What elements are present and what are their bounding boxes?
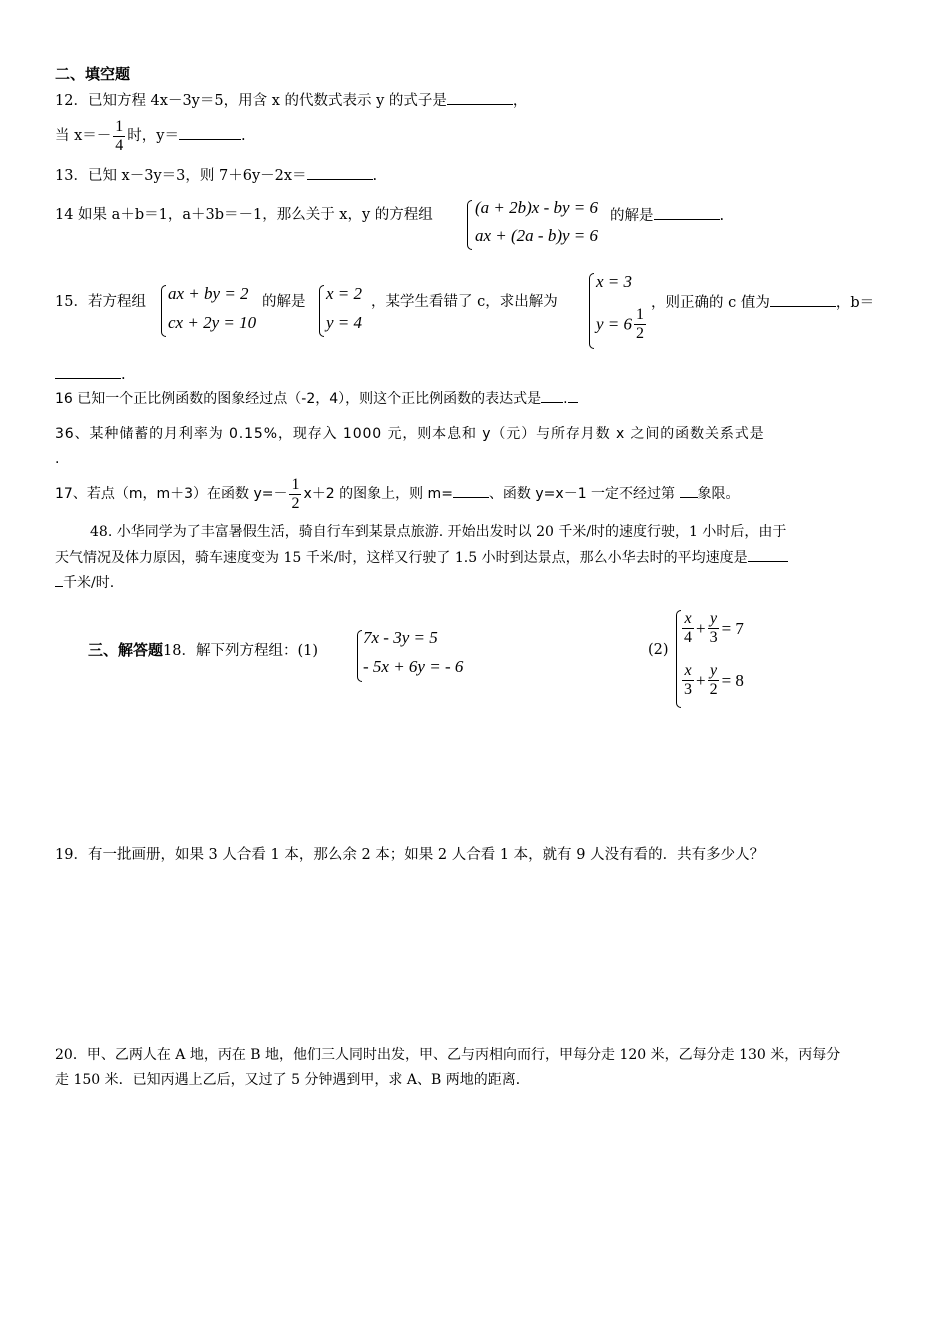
- mixed-number: [596, 306, 648, 343]
- question-48-line1: 48. 小华同学为了丰富暑假生活，骑自行车到某景点旅游. 开始出发时以 20 千米/时的速度行驶，1 小时后，由于: [90, 524, 787, 540]
- q15-end: .: [121, 367, 126, 383]
- q15-text: 的解是: [262, 294, 306, 310]
- answer-blank[interactable]: [179, 125, 241, 140]
- system-brace: [357, 630, 362, 682]
- q12-text: 12．已知方程 4x－3y＝5，用含 x 的代数式表示 y 的式子是: [55, 93, 447, 109]
- fraction: $\frac{x}{3}$: [684, 662, 692, 698]
- section-title: 二、填空题: [55, 65, 131, 83]
- solution: x = 2: [326, 284, 363, 303]
- fraction: $\frac{y}{3}$: [709, 610, 718, 646]
- question-14-post: [610, 205, 724, 226]
- answer-blank[interactable]: [453, 483, 489, 498]
- fraction: $\frac{x}{4}$: [684, 610, 692, 646]
- answer-blank[interactable]: [770, 292, 836, 307]
- question-12-line1: [55, 90, 527, 111]
- question-36: 36、某种储蓄的月利率为 0.15%，现存入 1000 元，则本息和 y（元）与所存月数 x 之间的函数关系式是: [55, 426, 765, 442]
- equation: (a + 2b)x - by = 6: [475, 198, 599, 217]
- q18-text: 18．解下列方程组：(1): [163, 643, 319, 659]
- system-brace: [589, 273, 594, 349]
- question-12-line2: [55, 116, 246, 156]
- q15-text: ，b＝: [835, 295, 875, 311]
- q16-end: .: [563, 391, 568, 407]
- q15-text: ，则正确的 c 值为: [651, 295, 770, 311]
- q15-tail: [651, 292, 874, 313]
- question-19: 19．有一批画册，如果 3 人合看 1 本，那么余 2 本；如果 2 人合看 1 本，就有 9 人没有看的．共有多少人？: [55, 847, 765, 863]
- q36-end: .: [55, 451, 60, 467]
- answer-blank[interactable]: [55, 572, 63, 587]
- question-48-line3: [55, 572, 114, 593]
- answer-blank[interactable]: [568, 388, 578, 403]
- answer-blank[interactable]: [541, 388, 563, 403]
- section-3-header: [88, 640, 318, 661]
- q14-end: .: [719, 208, 725, 224]
- plus-sign: +: [696, 618, 706, 638]
- q12-mid-text: 时，y＝: [127, 128, 179, 144]
- fraction: $\frac{y}{2}$: [709, 662, 718, 698]
- q12-when-text: 当 x＝－: [55, 128, 112, 144]
- plus-sign: +: [696, 670, 706, 690]
- equation: ax + (2a - b)y = 6: [475, 226, 599, 245]
- equation: - 5x + 6y = - 6: [363, 657, 464, 676]
- q15-text: ，某学生看错了 c，求出解为: [371, 294, 558, 310]
- answer-blank[interactable]: [680, 483, 698, 498]
- mixed-whole: y = 6: [596, 314, 633, 334]
- equation: ax + by = 2: [168, 284, 249, 303]
- fraction: $\frac{1}{2}$: [636, 306, 645, 342]
- equation-rhs: = 7: [721, 618, 744, 638]
- answer-blank[interactable]: [307, 165, 373, 180]
- answer-blank[interactable]: [748, 547, 788, 562]
- q48-text: 千米/时.: [63, 575, 115, 591]
- solution: y = 4: [326, 313, 363, 332]
- fraction: $\frac{1}{4}$: [115, 117, 124, 154]
- system-brace: [161, 285, 166, 337]
- question-48-line2: [55, 547, 788, 568]
- fraction-equation: [680, 610, 744, 647]
- q17-end: 象限。: [697, 486, 740, 502]
- question-20-line2: 走 150 米．已知丙遇上乙后，又过了 5 分钟遇到甲，求 A、B 两地的距离．: [55, 1072, 530, 1088]
- section-title: 三、解答题: [88, 641, 164, 659]
- question-16: [55, 388, 578, 409]
- q17-text: x＋2 的图象上，则 m=: [303, 486, 453, 502]
- question-15-pre: 15．若方程组: [55, 294, 146, 310]
- q15-line2: [55, 364, 126, 385]
- q48-text: 天气情况及体力原因，骑车速度变为 15 千米/时，这样又行驶了 1.5 小时到达景点，那么小华去时的平均速度是: [55, 550, 748, 566]
- answer-blank[interactable]: [447, 90, 513, 105]
- system-brace: [467, 200, 472, 250]
- fraction: $\frac{1}{2}$: [291, 475, 300, 512]
- equation: 7x - 3y = 5: [363, 628, 438, 647]
- question-13: [55, 165, 377, 186]
- solution: x = 3: [596, 272, 633, 291]
- part-2-label: (2): [648, 642, 669, 658]
- answer-blank[interactable]: [55, 364, 121, 379]
- q13-end: .: [372, 168, 378, 184]
- q12-end: .: [241, 128, 246, 144]
- question-20-line1: 20．甲、乙两人在 A 地，丙在 B 地，他们三人同时出发，甲、乙与丙相向而行，甲每分走 120 米，乙每分走 130 米，丙每分: [55, 1047, 841, 1063]
- q17-text: 17、若点（m，m＋3）在函数 y=－: [55, 486, 288, 502]
- equation: cx + 2y = 10: [168, 313, 257, 332]
- q17-text: 、函数 y=x－1 一定不经过第: [488, 486, 676, 502]
- q16-text: 16 已知一个正比例函数的图象经过点（-2，4），则这个正比例函数的表达式是: [55, 391, 542, 407]
- system-brace: [319, 285, 324, 337]
- question-17: [55, 474, 740, 514]
- q14-post-text: 的解是: [610, 208, 654, 224]
- q13-text: 13．已知 x－3y＝3，则 7＋6y－2x＝: [55, 168, 307, 184]
- question-14-pre: 14 如果 a＋b＝1，a＋3b＝－1，那么关于 x，y 的方程组: [55, 207, 433, 223]
- fraction-equation: [680, 662, 744, 699]
- answer-blank[interactable]: [654, 205, 720, 220]
- q12-punct: ，: [512, 93, 528, 109]
- equation-rhs: = 8: [721, 670, 744, 690]
